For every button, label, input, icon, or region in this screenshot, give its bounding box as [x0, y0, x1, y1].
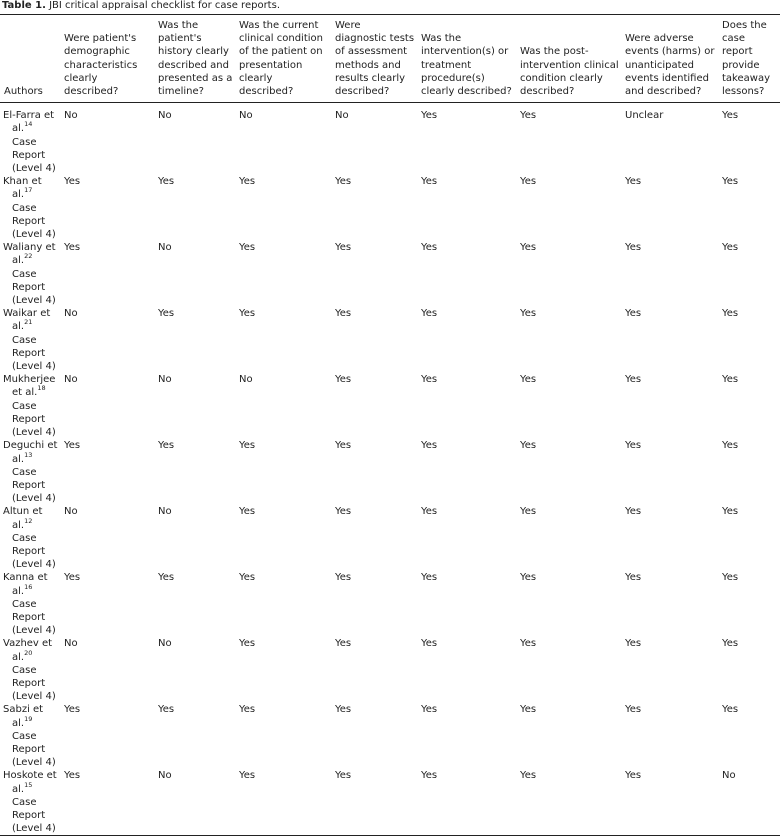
answer-cell: Yes — [64, 770, 81, 782]
column-header-q6: Was the post-intervention clinical condition clearly described? — [520, 46, 619, 98]
answer-cell: Yes — [239, 308, 256, 320]
answer-cell: Yes — [335, 638, 352, 650]
answer-cell: Yes — [520, 176, 537, 188]
answer-cell: Yes — [239, 638, 256, 650]
author-name: Vazhev et al. — [3, 638, 53, 663]
answer-cell: Yes — [239, 770, 256, 782]
reference-number: 21 — [24, 318, 33, 327]
author-name: Kanna et al. — [3, 572, 48, 597]
author-cell — [0, 307, 60, 373]
reference-number: 18 — [37, 384, 46, 393]
answer-cell: Yes — [64, 440, 81, 452]
answer-cell: No — [158, 110, 172, 122]
study-design: Case Report (Level 4) — [12, 400, 56, 439]
answer-cell: Yes — [625, 704, 642, 716]
answer-cell: Yes — [335, 176, 352, 188]
caption-text: JBI critical appraisal checklist for case reports. — [49, 0, 280, 11]
reference-number: 22 — [24, 252, 33, 261]
answer-cell: Yes — [64, 242, 81, 254]
answer-cell: Yes — [520, 638, 537, 650]
answer-cell: Yes — [421, 308, 438, 320]
answer-cell: Yes — [421, 572, 438, 584]
column-header-q2: Was the patient's history clearly described and presented as a timeline? — [158, 20, 233, 98]
answer-cell: No — [64, 110, 78, 122]
answer-cell: Yes — [625, 308, 642, 320]
answer-cell: Yes — [421, 374, 438, 386]
study-design: Case Report (Level 4) — [12, 334, 56, 373]
author-name: Khan et al. — [3, 176, 42, 201]
answer-cell: Yes — [625, 374, 642, 386]
answer-cell: Yes — [722, 242, 739, 254]
answer-cell: No — [239, 110, 253, 122]
answer-cell: No — [64, 308, 78, 320]
answer-cell: Yes — [239, 704, 256, 716]
column-header-q7: Were adverse events (harms) or unanticipated events identified and described? — [625, 33, 715, 98]
study-design: Case Report (Level 4) — [12, 532, 56, 571]
reference-number: 13 — [24, 450, 33, 459]
answer-cell: Yes — [421, 242, 438, 254]
answer-cell: Yes — [335, 506, 352, 518]
column-header-q5: Was the intervention(s) or treatment procedure(s) clearly described? — [421, 33, 512, 98]
answer-cell: Yes — [520, 770, 537, 782]
column-header-q3: Was the current clinical condition of the patient on presentation clearly described? — [239, 20, 323, 98]
study-design: Case Report (Level 4) — [12, 730, 56, 769]
answer-cell: Yes — [158, 704, 175, 716]
study-design: Case Report (Level 4) — [12, 466, 56, 505]
answer-cell: Yes — [520, 374, 537, 386]
author-name: Deguchi et al. — [3, 440, 58, 465]
answer-cell: Yes — [239, 176, 256, 188]
answer-cell: Yes — [722, 506, 739, 518]
answer-cell: Yes — [520, 704, 537, 716]
answer-cell: Yes — [520, 110, 537, 122]
answer-cell: Yes — [335, 374, 352, 386]
answer-cell: Yes — [239, 242, 256, 254]
author-name: Mukherjee et al. — [3, 374, 56, 399]
answer-cell: No — [158, 374, 172, 386]
author-cell — [0, 439, 60, 505]
reference-number: 12 — [24, 516, 33, 525]
author-cell — [0, 373, 60, 439]
answer-cell: Yes — [722, 308, 739, 320]
study-design: Case Report (Level 4) — [12, 664, 56, 703]
study-design: Case Report (Level 4) — [12, 796, 56, 835]
answer-cell: Yes — [64, 572, 81, 584]
author-cell — [0, 103, 60, 176]
study-design: Case Report (Level 4) — [12, 136, 56, 175]
column-header-authors: Authors — [4, 86, 43, 98]
answer-cell: Yes — [625, 770, 642, 782]
column-header-q1: Were patient's demographic characteristics clearly described? — [64, 33, 138, 98]
table-row — [0, 637, 780, 703]
reference-number: 17 — [24, 186, 33, 195]
author-cell — [0, 175, 60, 241]
answer-cell: Yes — [158, 176, 175, 188]
reference-number: 19 — [24, 714, 33, 723]
answer-cell: No — [335, 110, 349, 122]
answer-cell: No — [64, 506, 78, 518]
answer-cell: No — [239, 374, 253, 386]
answer-cell: Yes — [335, 242, 352, 254]
author-name: Hoskote et al. — [3, 770, 57, 795]
answer-cell: No — [158, 506, 172, 518]
study-design: Case Report (Level 4) — [12, 268, 56, 307]
table-row — [0, 103, 780, 176]
study-design: Case Report (Level 4) — [12, 202, 56, 241]
answer-cell: Yes — [722, 572, 739, 584]
answer-cell: Yes — [421, 110, 438, 122]
answer-cell: Yes — [722, 176, 739, 188]
answer-cell: Yes — [625, 440, 642, 452]
answer-cell: Yes — [625, 638, 642, 650]
table-row — [0, 175, 780, 241]
answer-cell: Yes — [722, 440, 739, 452]
author-cell — [0, 505, 60, 571]
answer-cell: Yes — [722, 374, 739, 386]
answer-cell: Yes — [520, 506, 537, 518]
author-name: Altun et al. — [3, 506, 43, 531]
answer-cell: Yes — [64, 176, 81, 188]
author-name: Waliany et al. — [3, 242, 56, 267]
author-cell — [0, 637, 60, 703]
answer-cell: Yes — [520, 572, 537, 584]
answer-cell: Yes — [64, 704, 81, 716]
answer-cell: Yes — [722, 110, 739, 122]
author-name: El-Farra et al. — [3, 110, 55, 135]
answer-cell: No — [158, 770, 172, 782]
answer-cell: Yes — [335, 572, 352, 584]
answer-cell: Unclear — [625, 110, 664, 122]
answer-cell: Yes — [625, 176, 642, 188]
column-header-q4: Were diagnostic tests of assessment methods and results clearly described? — [335, 20, 415, 98]
answer-cell: Yes — [625, 242, 642, 254]
table-row — [0, 703, 780, 769]
answer-cell: Yes — [625, 572, 642, 584]
table-row — [0, 571, 780, 637]
answer-cell: Yes — [335, 308, 352, 320]
answer-cell: Yes — [335, 704, 352, 716]
reference-number: 15 — [24, 780, 33, 789]
answer-cell: Yes — [421, 704, 438, 716]
column-header-q8: Does the case report provide takeaway lessons? — [722, 20, 770, 98]
answer-cell: Yes — [239, 506, 256, 518]
answer-cell: Yes — [421, 440, 438, 452]
answer-cell: No — [64, 638, 78, 650]
answer-cell: No — [64, 374, 78, 386]
answer-cell: Yes — [421, 638, 438, 650]
author-name: Sabzi et al. — [3, 704, 44, 729]
header-row — [0, 15, 780, 103]
answer-cell: Yes — [520, 242, 537, 254]
table-caption — [2, 0, 280, 12]
answer-cell: Yes — [421, 770, 438, 782]
answer-cell: No — [158, 242, 172, 254]
table-row — [0, 373, 780, 439]
author-cell — [0, 571, 60, 637]
answer-cell: Yes — [239, 572, 256, 584]
answer-cell: Yes — [335, 440, 352, 452]
answer-cell: Yes — [335, 770, 352, 782]
answer-cell: No — [158, 638, 172, 650]
answer-cell: Yes — [421, 176, 438, 188]
answer-cell: Yes — [158, 440, 175, 452]
table-row — [0, 241, 780, 307]
reference-number: 20 — [24, 648, 33, 657]
answer-cell: Yes — [239, 440, 256, 452]
caption-label: Table 1. — [2, 0, 46, 11]
author-cell — [0, 703, 60, 769]
answer-cell: Yes — [520, 440, 537, 452]
answer-cell: Yes — [421, 506, 438, 518]
table-row — [0, 505, 780, 571]
answer-cell: Yes — [158, 308, 175, 320]
table-row — [0, 307, 780, 373]
author-cell — [0, 769, 60, 836]
answer-cell: Yes — [520, 308, 537, 320]
study-design: Case Report (Level 4) — [12, 598, 56, 637]
reference-number: 14 — [24, 120, 33, 129]
table-row — [0, 439, 780, 505]
appraisal-table — [0, 14, 780, 836]
author-cell — [0, 241, 60, 307]
answer-cell: Yes — [722, 638, 739, 650]
answer-cell: Yes — [158, 572, 175, 584]
table-row — [0, 769, 780, 836]
reference-number: 16 — [24, 582, 33, 591]
answer-cell: Yes — [625, 506, 642, 518]
answer-cell: No — [722, 770, 736, 782]
author-name: Waikar et al. — [3, 308, 51, 333]
answer-cell: Yes — [722, 704, 739, 716]
